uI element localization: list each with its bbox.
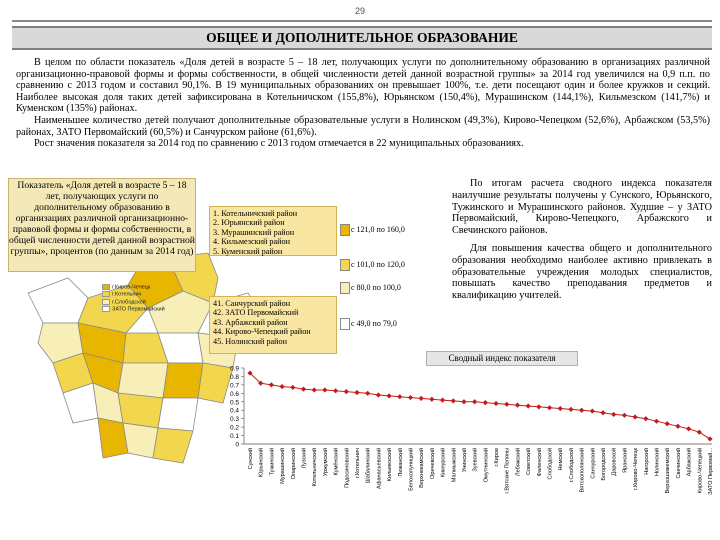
map-district [118, 363, 168, 398]
small-legend-item: г.Киров-Чепецк [102, 284, 165, 291]
x-tick-label: г.Кирово-Чепецк [633, 448, 640, 491]
data-point [290, 385, 295, 390]
conclusion-paragraph-2: Для повышения качества общего и дополнительного образования необходимо наиболее активно привлекать в образовательные учреждения молодых специалистов, повышать качество преподавания предметов и квалификацию учителей. [452, 242, 712, 302]
map-district [28, 278, 88, 323]
data-point [376, 392, 381, 397]
x-tick-label: Лузский [301, 448, 308, 469]
map-district [153, 428, 193, 463]
list-item: 43. Арбажский район [213, 317, 288, 327]
map-small-legend [102, 284, 165, 314]
data-point [472, 399, 477, 404]
x-tick-label: Богородский [601, 448, 608, 481]
data-point [440, 397, 445, 402]
data-point [493, 401, 498, 406]
data-point [568, 407, 573, 412]
data-point [429, 397, 434, 402]
legend-swatch [102, 284, 110, 290]
y-tick-label: 0.8 [229, 373, 239, 381]
data-point [611, 412, 616, 417]
y-tick-label: 0 [235, 441, 239, 449]
data-point [344, 389, 349, 394]
x-tick-label: Арбажский [686, 448, 693, 477]
paragraph-1: В целом по области показатель «Доля детей в возрасте 5 – 18 лет, получающих услуги по дополнительному образованию в организациях различной организационно-правовой формы и формы собственности, в общей численности детей данной возрастной группы» за 2014 год увеличился на 0,9 п.п. по сравнению с 2013 годом и составил 90,1%. В 19 муниципальных образованиях он превышает 100%, т.е. дети посещают один и более кружков и секций. Наиболее высокая доля таких детей зафиксирована в Котельничском (155,8%), Юрьянском (150,4%), Мурашинском (144,1%), Кильмезском (141,7%) и Куменском (135%) районах. [16, 57, 710, 115]
y-tick-label: 0.4 [229, 407, 239, 415]
bottom-districts-box [209, 296, 337, 354]
data-point [526, 403, 531, 408]
data-point [408, 395, 413, 400]
data-point [633, 414, 638, 419]
map-district [163, 363, 203, 398]
data-point [600, 410, 605, 415]
range-label: с 101,0 по 120,0 [351, 260, 405, 269]
x-tick-label: Яранский [622, 448, 629, 473]
list-item: 42. ЗАТО Первомайский [213, 308, 299, 318]
x-tick-label: Омутнинский [483, 448, 490, 483]
data-point [269, 382, 274, 387]
x-tick-label: Слободской [547, 448, 554, 480]
conclusions-text [452, 178, 712, 308]
data-point [279, 384, 284, 389]
data-point [451, 398, 456, 403]
list-item: 1. Котельничский район [213, 209, 298, 218]
range-label: с 80,0 по 100,0 [351, 283, 401, 292]
data-point [322, 387, 327, 392]
small-legend-item: ЗАТО Первомайский [102, 306, 165, 313]
paragraph-2: Наименьшее количество детей получают дополнительные образовательные услуги в Нолинском (49,3%), Кирово-Чепецком (52,6%), Арбажском (53,5%) районах, ЗАТО Первомайский (60,5%) и Санчурском районе (61,6%). [16, 114, 710, 138]
x-tick-label: г.Киров [494, 448, 501, 467]
map-district [118, 393, 163, 428]
x-tick-label: Малмыжский [451, 448, 458, 483]
x-tick-label: Нагорский [643, 448, 650, 475]
data-point [461, 399, 466, 404]
y-tick-label: 0.7 [229, 382, 239, 390]
x-tick-label: Кикнурский [440, 448, 447, 478]
data-point [333, 388, 338, 393]
x-tick-label: Тужинский [269, 448, 276, 476]
data-point [558, 406, 563, 411]
x-tick-label: Кумёнский [333, 448, 340, 476]
page-number: 29 [354, 6, 365, 16]
y-tick-label: 0.2 [229, 424, 239, 432]
x-tick-label: Советский [526, 448, 533, 475]
y-tick-label: 0.9 [229, 365, 239, 373]
data-point [397, 394, 402, 399]
top-rule [12, 20, 712, 22]
x-tick-label: Опаринский [290, 448, 297, 480]
list-item: 2. Юрьянский район [213, 218, 285, 228]
x-tick-label: Уржумский [322, 448, 329, 477]
data-point [312, 387, 317, 392]
x-tick-label: Сунский [248, 448, 254, 470]
x-tick-label: Санчурский [590, 448, 597, 479]
y-tick-label: 0.5 [229, 399, 239, 407]
x-tick-label: Верхошижемский [665, 448, 672, 494]
legend-swatch [102, 299, 110, 305]
x-tick-label: Фаленский [536, 448, 543, 477]
range-label: с 49,0 по 79,0 [351, 319, 397, 328]
list-item: 45. Нолинский район [213, 336, 288, 346]
data-point [386, 393, 391, 398]
x-tick-label: Немский [558, 448, 565, 471]
map-district [158, 398, 198, 431]
range-label: с 121,0 по 160,0 [351, 225, 405, 234]
list-item: 4. Кильмезский район [213, 237, 291, 247]
x-tick-label: г.Вятские Поляны [504, 448, 511, 494]
x-tick-label: Зуевский [472, 448, 479, 472]
x-tick-label: г.Слободской [568, 448, 575, 483]
small-legend-item: г.Котельнич [102, 291, 165, 298]
map-legend-title: Показатель «Доля детей в возрасте 5 – 18 лет, получающих услуги по дополнительному образованию в организациях различной организационно-правовой формы и формы собственности, в общей численности детей данной возрастной группы», процентов (по данным за 2014 год) [8, 178, 196, 272]
y-tick-label: 0.3 [229, 416, 239, 424]
data-point [354, 390, 359, 395]
x-tick-label: Белохолуницкий [408, 448, 415, 491]
paragraph-3: Рост значения показателя за 2014 год по сравнению с 2013 годом отмечается в 22 муниципальных образованиях. [34, 138, 524, 150]
data-point [419, 396, 424, 401]
x-tick-label: Даровской [611, 448, 618, 476]
x-tick-label: Верхнекамский [419, 448, 426, 488]
data-point [483, 400, 488, 405]
section-banner [12, 26, 712, 50]
x-tick-label: Подосиновский [344, 448, 351, 488]
x-tick-label: Котельничский [312, 448, 319, 487]
data-point [643, 416, 648, 421]
x-tick-label: Мурашинский [280, 448, 287, 484]
list-item: 3. Мурашинский район [213, 227, 295, 237]
x-tick-label: г.Котельнич [354, 448, 361, 478]
x-tick-label: Шабалинский [365, 448, 372, 484]
x-tick-label: Лебяжский [515, 448, 522, 477]
summary-index-chart [222, 362, 716, 538]
data-point [622, 413, 627, 418]
x-tick-label: Кильмезский [387, 448, 394, 482]
x-tick-label: Свечинский [675, 448, 682, 479]
data-point [665, 421, 670, 426]
range-swatch [340, 224, 350, 236]
range-swatch [340, 318, 350, 330]
list-item: 5. Куменский район [213, 246, 283, 256]
data-point [301, 387, 306, 392]
x-tick-label: ЗАТО Первомай... [708, 448, 714, 495]
data-point [536, 404, 541, 409]
data-point [547, 405, 552, 410]
data-point [579, 408, 584, 413]
legend-swatch [102, 306, 110, 312]
x-tick-label: Оричевский [429, 448, 436, 480]
x-tick-label: Вятскополянский [579, 448, 586, 493]
data-point [515, 403, 520, 408]
data-point [365, 391, 370, 396]
range-swatch [340, 282, 350, 294]
list-item: 41. Санчурский район [213, 299, 291, 308]
intro-text [16, 57, 710, 150]
x-tick-label: Пижанский [397, 448, 404, 477]
data-point [697, 430, 702, 435]
x-tick-label: Унинский [461, 448, 468, 473]
small-legend-item: г.Слободской [102, 299, 165, 306]
data-point [707, 436, 712, 441]
y-tick-label: 0.1 [229, 433, 239, 441]
top-districts-box [209, 206, 337, 256]
x-tick-label: Кирово-Чепецкий [697, 448, 704, 494]
list-item: 44. Кирово-Чепецкий район [213, 327, 311, 337]
section-heading: ОБЩЕЕ И ДОПОЛНИТЕЛЬНОЕ ОБРАЗОВАНИЕ [206, 30, 518, 45]
series-line [250, 373, 710, 439]
map-district [123, 423, 158, 458]
data-point [675, 424, 680, 429]
x-tick-label: Юрьянский [258, 448, 265, 478]
chart-caption: Сводный индекс показателя [426, 351, 578, 366]
data-point [590, 408, 595, 413]
x-tick-label: Нолинский [654, 448, 661, 476]
x-tick-label: Афанасьевский [376, 448, 383, 489]
data-point [654, 419, 659, 424]
legend-swatch [102, 291, 110, 297]
data-point [504, 402, 509, 407]
conclusion-paragraph-1: По итогам расчета сводного индекса показателя наилучшие результаты получены у Сунского, Юрьянского, Тужинского и Мурашинского районов. Худшие – у ЗАТО Первомайский, Кирово-Чепецкого, Арбажского и Свечинского районов. [452, 178, 712, 237]
range-swatch [340, 259, 350, 271]
data-point [686, 426, 691, 431]
y-tick-label: 0.6 [229, 390, 239, 398]
